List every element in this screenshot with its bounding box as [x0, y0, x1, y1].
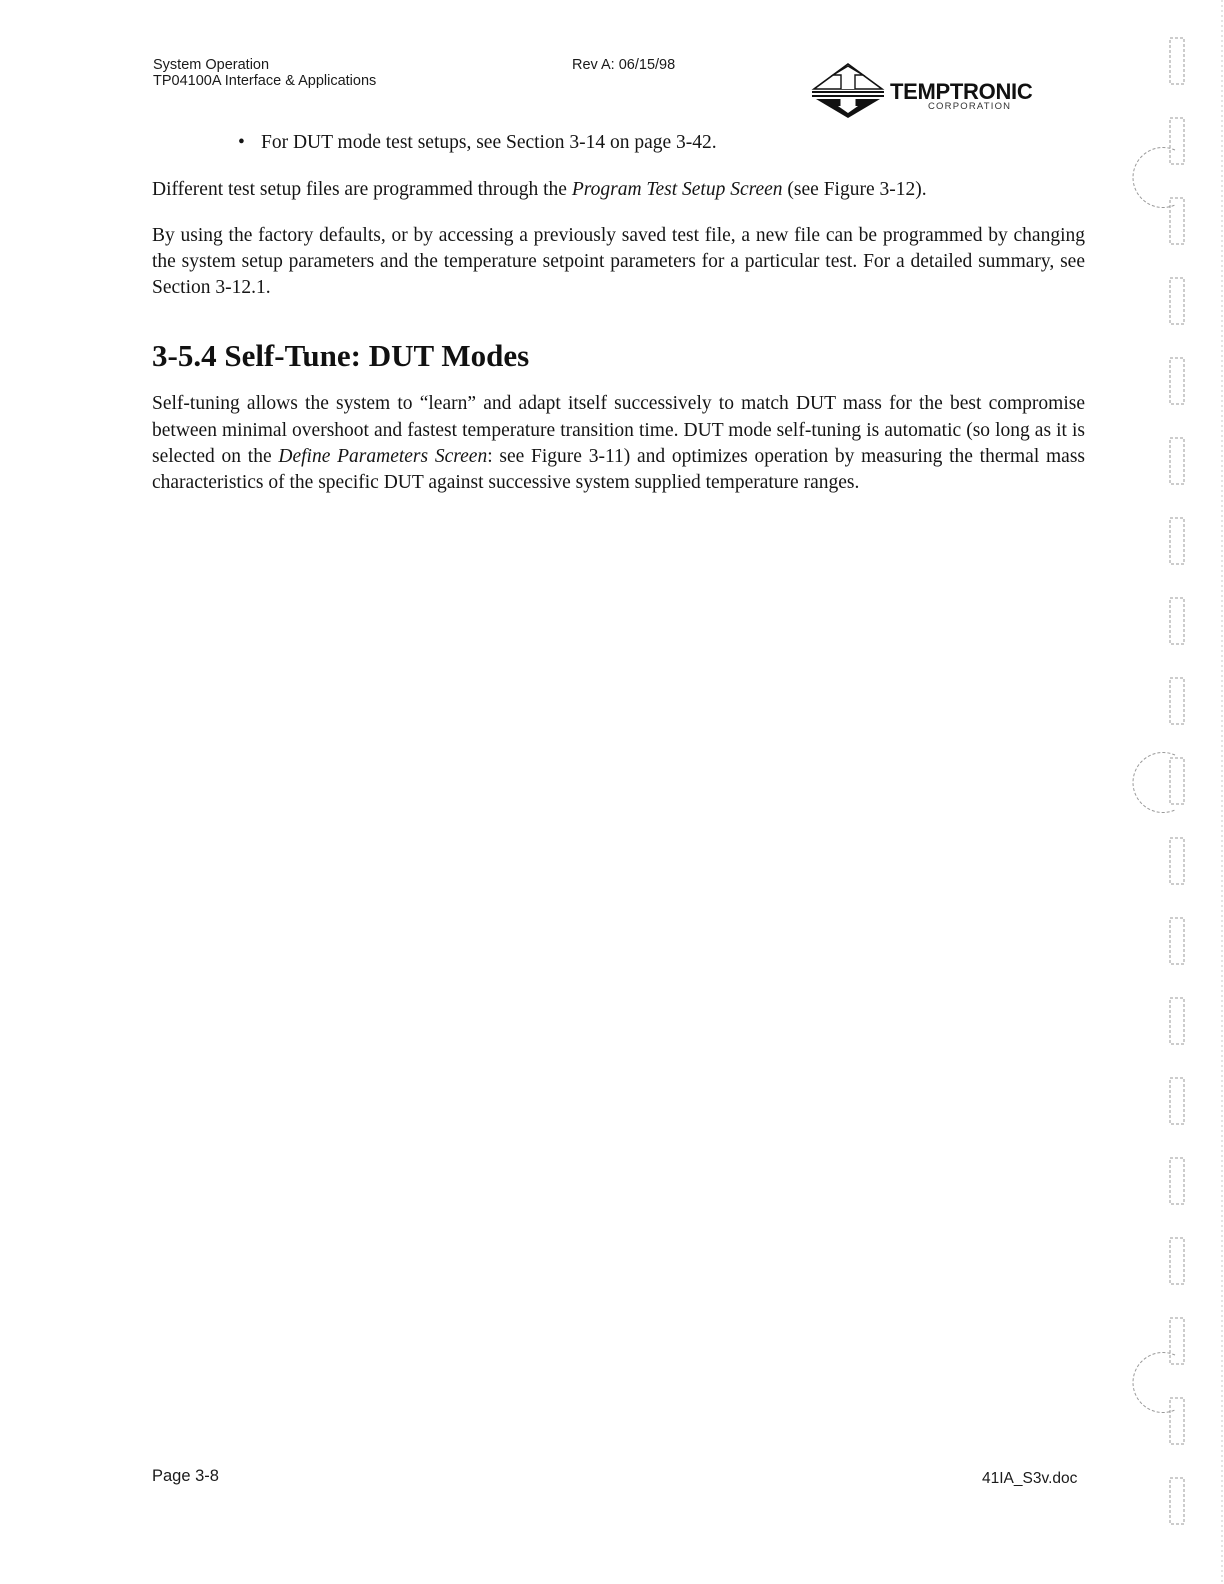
bullet-icon: • [238, 132, 245, 153]
body-text [152, 128, 1085, 497]
paragraph-self-tuning [152, 391, 1085, 496]
header-revision: Rev A: 06/15/98 [572, 57, 676, 73]
header-section-title: System Operation [153, 57, 270, 73]
temptronic-arrow-logo-icon [808, 62, 888, 122]
paragraph-text: : see Figure 3-11) and optimizes operation by measuring the thermal mass characteristics of the specific DUT against successive system supplied temperature ranges. [152, 446, 1085, 494]
company-logo [808, 62, 1058, 122]
logo-subtitle: CORPORATION [928, 101, 1012, 112]
paragraph-test-setup-files [152, 177, 1085, 203]
footer-page-number: Page 3-8 [152, 1467, 219, 1485]
bullet-item [152, 130, 1085, 156]
paragraph-text: (see Figure 3-12). [782, 179, 927, 201]
screen-reference: Define Parameters Screen [278, 446, 488, 468]
section-heading: 3-5.4 Self-Tune: DUT Modes [152, 338, 530, 374]
binder-holes-decoration [1120, 0, 1224, 1584]
screen-reference: Program Test Setup Screen [571, 179, 783, 201]
paragraph-text: Different test setup files are programmed through the [152, 179, 572, 201]
bullet-text: For DUT mode test setups, see Section 3-14 on page 3-42. [261, 132, 717, 153]
paragraph-text: Self-tuning allows the system to “learn” and adapt itself successively to match DUT mass for the best compromise between minimal overshoot and fastest temperature transition time. DUT mode self-tuning is automatic (so long as it is selected on the [152, 393, 1085, 468]
running-header-left [153, 57, 376, 89]
logo-wordmark: TEMPTRONIC [890, 79, 1033, 104]
header-document-title: TP04100A Interface & Applications [153, 73, 377, 89]
footer-filename: 41IA_S3v.doc [982, 1470, 1078, 1487]
paragraph-factory-defaults: By using the factory defaults, or by accessing a previously saved test file, a new file can be programmed by changing the system setup parameters and the temperature setpoint parameters for a particular test. For a detailed summary, see Section 3-12.1. [152, 224, 1085, 299]
